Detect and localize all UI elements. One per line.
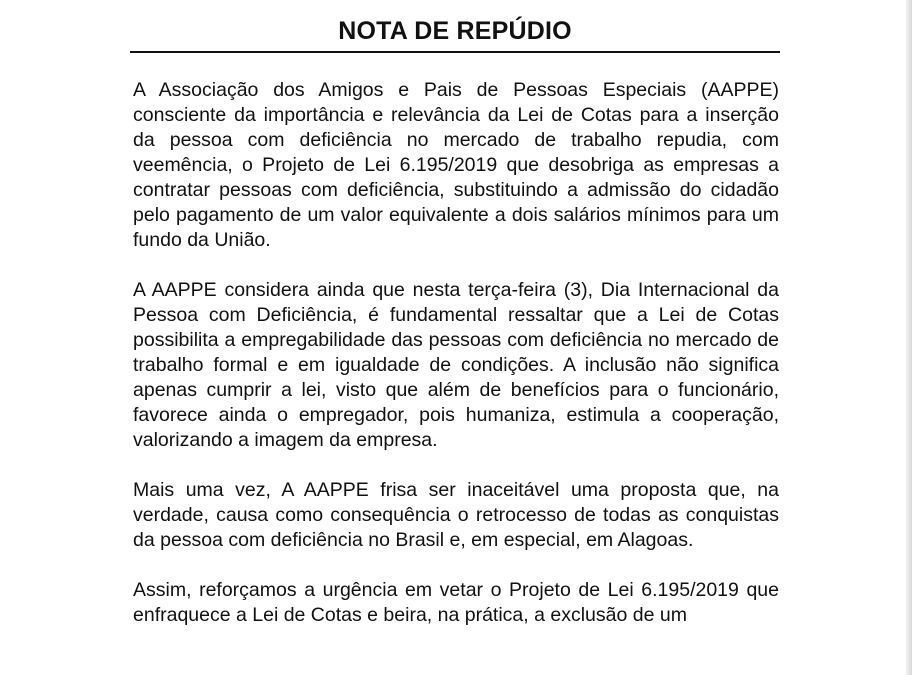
paragraph-4: Assim, reforçamos a urgência em vetar o Projeto de Lei 6.195/2019 que enfraquece a Lei de Cotas e beira, na prática, a exclusão de um (133, 579, 779, 626)
paragraph-3: Mais uma vez, A AAPPE frisa ser inaceitável uma proposta que, na verdade, causa como consequência o retrocesso de todas as conquistas da pessoa com deficiência no Brasil e, em especial, em Alagoas. (133, 479, 779, 551)
title-underline (130, 51, 780, 53)
paragraph-2: A AAPPE considera ainda que nesta terça-feira (3), Dia Internacional da Pessoa com Deficiência, é fundamental ressaltar que a Lei de Cotas possibilita a empregabilidade das pessoas com deficiência no mercado de trabalho formal e em igualdade de condições. A inclusão não significa apenas cumprir a lei, visto que além de benefícios para o funcionário, favorece ainda o empregador, pois humaniza, estimula a cooperação, valorizando a imagem da empresa. (133, 279, 779, 451)
document-title: NOTA DE REPÚDIO (338, 17, 572, 45)
page-edge (906, 0, 912, 675)
document-body (133, 78, 779, 653)
paragraph-1: A Associação dos Amigos e Pais de Pessoas Especiais (AAPPE) consciente da importância e relevância da Lei de Cotas para a inserção da pessoa com deficiência no mercado de trabalho repudia, com veemência, o Projeto de Lei 6.195/2019 que desobriga as empresas a contratar pessoas com deficiência, substituindo a admissão do cidadão pelo pagamento de um valor equivalente a dois salários mínimos para um fundo da União. (133, 79, 779, 251)
